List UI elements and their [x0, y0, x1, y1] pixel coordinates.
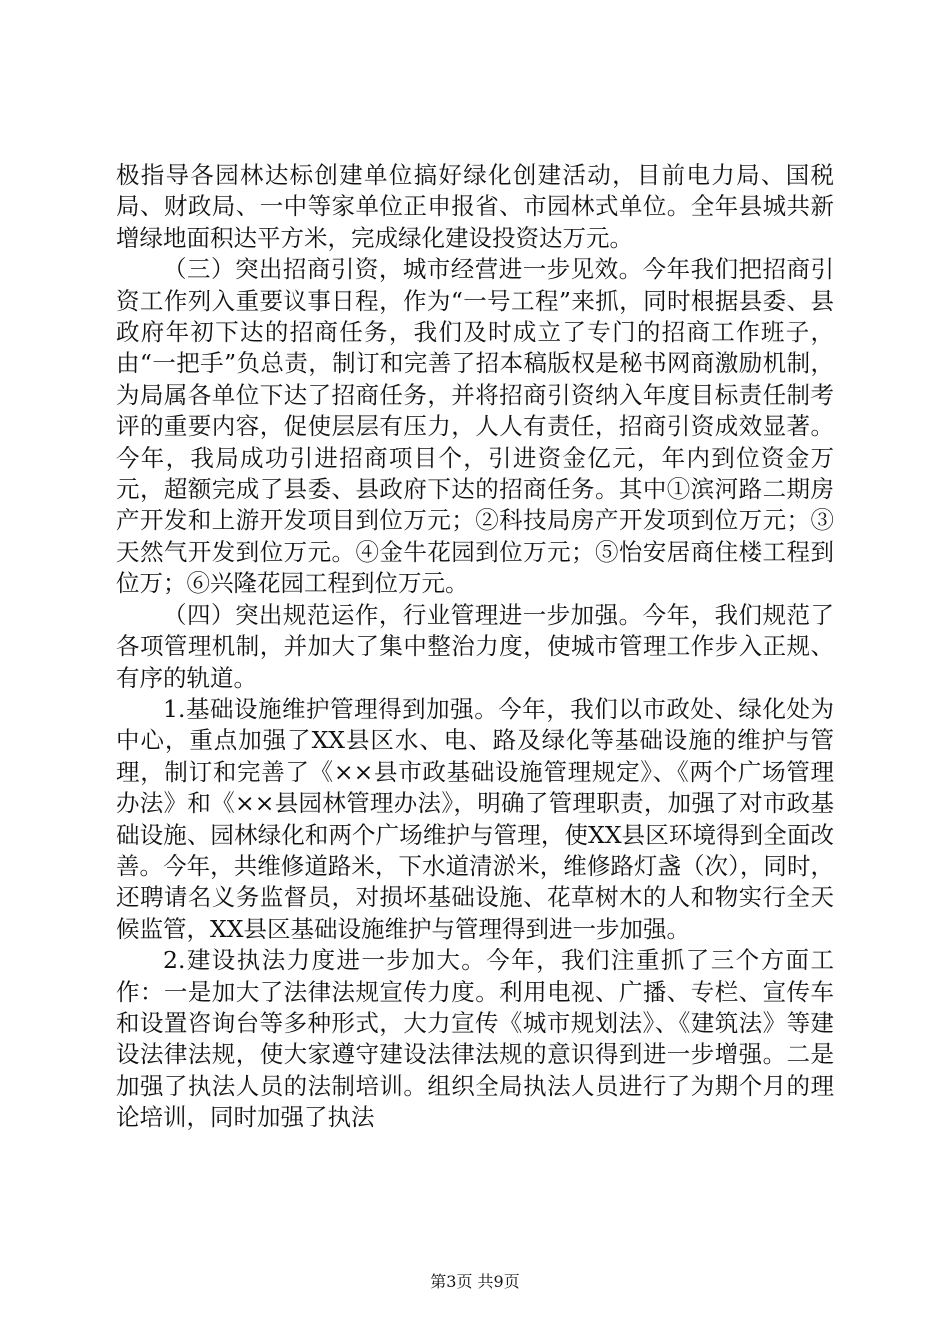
paragraph-law-enforcement: 2.建设执法力度进一步加大。今年，我们注重抓了三个方面工作：一是加大了法律法规宣传力度。利用电视、广播、专栏、宣传车和设置咨询台等多种形式，大力宣传《城市规划法》、《建筑法》等建设法律法规，使大家遵守建设法律法规的意识得到进一步增强。二是加强了执法人员的法制培训。组织全局执法人员进行了为期个月的理论培训，同时加强了执法	[116, 946, 834, 1132]
paragraph-standardized-operation: （四）突出规范运作，行业管理进一步加强。今年，我们规范了各项管理机制，并加大了集中整治力度，使城市管理工作步入正规、有序的轨道。	[116, 600, 834, 692]
page-number-footer: 第3页 共9页	[430, 1272, 520, 1291]
paragraph-investment: （三）突出招商引资，城市经营进一步见效。今年我们把招商引资工作列入重要议事日程，作为“一号工程”来抓，同时根据县委、县政府年初下达的招商任务，我们及时成立了专门的招商工作班子，由“一把手”负总责，制订和完善了招本稿版权是秘书网商激励机制，为局属各单位下达了招商任务，并将招商引资纳入年度目标责任制考评的重要内容，促使层层有压力，人人有责任，招商引资成效显著。今年，我局成功引进招商项目个，引进资金亿元，年内到位资金万元，超额完成了县委、县政府下达的招商任务。其中①滨河路二期房产开发和上游开发项目到位万元；②科技局房产开发项到位万元；③天然气开发到位万元。④金牛花园到位万元；⑤怡安居商住楼工程到位万；⑥兴隆花园工程到位万元。	[116, 255, 834, 598]
paragraph-infrastructure-maintenance: 1.基础设施维护管理得到加强。今年，我们以市政处、绿化处为中心，重点加强了XX县区水、电、路及绿化等基础设施的维护与管理，制订和完善了《××县市政基础设施管理规定》、《两个广场管理办法》和《××县园林管理办法》，明确了管理职责，加强了对市政基础设施、园林绿化和两个广场维护与管理，使XX县区环境得到全面改善。今年，共维修道路米，下水道清淤米，维修路灯盏（次），同时，还聘请名义务监督员，对损坏基础设施、花草树木的人和物实行全天候监管，XX县区基础设施维护与管理得到进一步加强。	[116, 694, 834, 943]
paragraph-greening-continued: 极指导各园林达标创建单位搞好绿化创建活动，目前电力局、国税局、财政局、一中等家单位正申报省、市园林式单位。全年县城共新增绿地面积达平方米，完成绿化建设投资达万元。	[116, 161, 834, 252]
document-body	[116, 160, 834, 1134]
